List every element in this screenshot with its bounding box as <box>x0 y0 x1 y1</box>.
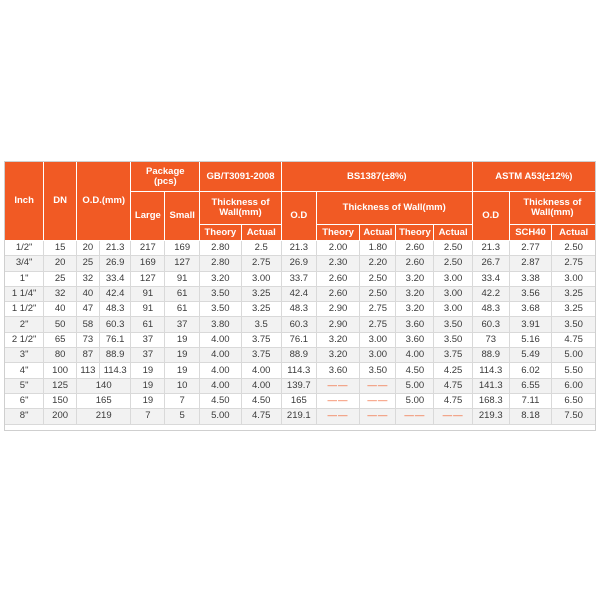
col-header-bs-actual-1: Actual <box>360 225 396 241</box>
cell-inch: 3" <box>5 348 44 363</box>
cell-bs-theory-2: 2.60 <box>396 241 434 256</box>
cell-bs-actual-2: —— <box>434 409 472 424</box>
cell-inch: 6" <box>5 393 44 408</box>
cell-bs-actual-2: 4.25 <box>434 363 472 378</box>
cell-od-1: 47 <box>76 302 99 317</box>
col-header-gb-theory: Theory <box>200 225 241 241</box>
cell-gb-theory: 2.80 <box>200 256 241 271</box>
cell-astm-actual: 4.75 <box>552 332 596 347</box>
col-header-astm-actual: Actual <box>552 225 596 241</box>
cell-bs-actual-2: 2.50 <box>434 241 472 256</box>
cell-dn: 15 <box>44 241 77 256</box>
cell-bs-od: 33.7 <box>281 271 316 286</box>
cell-bs-actual-1: 2.50 <box>360 286 396 301</box>
cell-astm-sch40: 3.38 <box>509 271 552 286</box>
cell-bs-theory-2: 5.00 <box>396 378 434 393</box>
cell-large: 127 <box>131 271 165 286</box>
cell-bs-od: 219.1 <box>281 409 316 424</box>
table-row <box>5 241 596 256</box>
cell-inch: 1 1/4" <box>5 286 44 301</box>
cell-astm-actual: 3.00 <box>552 271 596 286</box>
cell-bs-od: 165 <box>281 393 316 408</box>
cell-small: 37 <box>165 317 200 332</box>
cell-large: 169 <box>131 256 165 271</box>
cell-astm-sch40: 7.11 <box>509 393 552 408</box>
cell-bs-theory-1: 2.90 <box>316 317 360 332</box>
cell-bs-actual-2: 3.75 <box>434 348 472 363</box>
cell-bs-theory-2: 5.00 <box>396 393 434 408</box>
cell-gb-actual: 2.75 <box>241 256 281 271</box>
cell-bs-actual-2: 3.00 <box>434 286 472 301</box>
cell-od: 165 <box>76 393 131 408</box>
cell-gb-actual: 3.25 <box>241 302 281 317</box>
cell-astm-actual: 2.75 <box>552 256 596 271</box>
cell-gb-theory: 3.20 <box>200 271 241 286</box>
cell-astm-sch40: 8.18 <box>509 409 552 424</box>
cell-small: 10 <box>165 378 200 393</box>
cell-inch: 1" <box>5 271 44 286</box>
cell-bs-theory-2: 2.60 <box>396 256 434 271</box>
col-header-bs-theory-1: Theory <box>316 225 360 241</box>
cell-dn: 65 <box>44 332 77 347</box>
cell-astm-actual: 3.50 <box>552 317 596 332</box>
cell-dn: 20 <box>44 256 77 271</box>
cell-bs-actual-2: 3.50 <box>434 317 472 332</box>
cell-astm-od: 88.9 <box>472 348 509 363</box>
cell-bs-actual-1: —— <box>360 378 396 393</box>
cell-astm-actual: 7.50 <box>552 409 596 424</box>
cell-dn: 125 <box>44 378 77 393</box>
table-row <box>5 271 596 286</box>
cell-inch: 3/4" <box>5 256 44 271</box>
cell-gb-theory: 3.50 <box>200 302 241 317</box>
cell-od-1: 32 <box>76 271 99 286</box>
cell-inch: 2" <box>5 317 44 332</box>
cell-bs-od: 21.3 <box>281 241 316 256</box>
cell-bs-actual-1: 3.50 <box>360 363 396 378</box>
cell-astm-actual: 6.50 <box>552 393 596 408</box>
cell-bs-actual-2: 4.75 <box>434 378 472 393</box>
cell-inch: 2 1/2" <box>5 332 44 347</box>
cell-bs-theory-2: 3.20 <box>396 271 434 286</box>
pipe-spec-table <box>4 161 596 425</box>
cell-bs-od: 26.9 <box>281 256 316 271</box>
cell-astm-actual: 3.25 <box>552 302 596 317</box>
table-row <box>5 378 596 393</box>
cell-large: 91 <box>131 286 165 301</box>
cell-bs-od: 139.7 <box>281 378 316 393</box>
cell-large: 61 <box>131 317 165 332</box>
table-row <box>5 363 596 378</box>
cell-astm-sch40: 6.02 <box>509 363 552 378</box>
cell-bs-od: 114.3 <box>281 363 316 378</box>
cell-astm-od: 114.3 <box>472 363 509 378</box>
col-header-bs-actual-2: Actual <box>434 225 472 241</box>
cell-od: 140 <box>76 378 131 393</box>
cell-small: 7 <box>165 393 200 408</box>
cell-bs-theory-2: 4.50 <box>396 363 434 378</box>
cell-gb-actual: 3.75 <box>241 348 281 363</box>
cell-bs-actual-2: 2.50 <box>434 256 472 271</box>
cell-bs-theory-2: 3.60 <box>396 317 434 332</box>
col-header-large: Large <box>131 192 165 241</box>
cell-gb-actual: 4.00 <box>241 363 281 378</box>
cell-dn: 100 <box>44 363 77 378</box>
cell-gb-actual: 2.5 <box>241 241 281 256</box>
cell-astm-sch40: 2.87 <box>509 256 552 271</box>
cell-astm-od: 73 <box>472 332 509 347</box>
cell-bs-actual-2: 3.00 <box>434 271 472 286</box>
cell-od-2: 33.4 <box>99 271 131 286</box>
cell-inch: 4" <box>5 363 44 378</box>
cell-large: 217 <box>131 241 165 256</box>
cell-gb-theory: 4.00 <box>200 378 241 393</box>
cell-gb-theory: 3.80 <box>200 317 241 332</box>
cell-od-1: 25 <box>76 256 99 271</box>
cell-od-2: 48.3 <box>99 302 131 317</box>
cell-astm-sch40: 5.49 <box>509 348 552 363</box>
cell-astm-sch40: 3.68 <box>509 302 552 317</box>
table-row <box>5 409 596 424</box>
cell-bs-theory-2: —— <box>396 409 434 424</box>
cell-bs-theory-1: 3.60 <box>316 363 360 378</box>
table-row <box>5 256 596 271</box>
cell-od-1: 113 <box>76 363 99 378</box>
cell-od-1: 58 <box>76 317 99 332</box>
cell-bs-od: 76.1 <box>281 332 316 347</box>
cell-gb-theory: 4.00 <box>200 332 241 347</box>
cell-large: 19 <box>131 393 165 408</box>
cell-gb-actual: 4.50 <box>241 393 281 408</box>
cell-bs-actual-1: 2.20 <box>360 256 396 271</box>
col-header-gb-standard: GB/T3091-2008 <box>200 162 282 192</box>
table-row <box>5 302 596 317</box>
cell-bs-od: 88.9 <box>281 348 316 363</box>
cell-astm-od: 168.3 <box>472 393 509 408</box>
cell-small: 19 <box>165 363 200 378</box>
cell-astm-actual: 6.00 <box>552 378 596 393</box>
cell-astm-od: 48.3 <box>472 302 509 317</box>
cell-small: 5 <box>165 409 200 424</box>
cell-astm-od: 219.3 <box>472 409 509 424</box>
cell-bs-theory-1: —— <box>316 393 360 408</box>
table-row <box>5 348 596 363</box>
cell-inch: 1 1/2" <box>5 302 44 317</box>
cell-bs-actual-2: 3.00 <box>434 302 472 317</box>
cell-astm-od: 33.4 <box>472 271 509 286</box>
cell-gb-theory: 4.00 <box>200 363 241 378</box>
cell-bs-actual-2: 4.75 <box>434 393 472 408</box>
col-header-astm-standard: ASTM A53(±12%) <box>472 162 595 192</box>
cell-astm-sch40: 6.55 <box>509 378 552 393</box>
cell-bs-theory-2: 4.00 <box>396 348 434 363</box>
cell-astm-od: 26.7 <box>472 256 509 271</box>
cell-bs-actual-1: 2.75 <box>360 317 396 332</box>
cell-bs-actual-2: 3.50 <box>434 332 472 347</box>
cell-inch: 5" <box>5 378 44 393</box>
col-header-package: Package (pcs) <box>131 162 200 192</box>
cell-small: 91 <box>165 271 200 286</box>
cell-bs-theory-1: 2.60 <box>316 271 360 286</box>
cell-bs-od: 60.3 <box>281 317 316 332</box>
cell-gb-theory: 4.50 <box>200 393 241 408</box>
cell-dn: 150 <box>44 393 77 408</box>
cell-small: 127 <box>165 256 200 271</box>
cell-od-2: 60.3 <box>99 317 131 332</box>
cell-inch: 8" <box>5 409 44 424</box>
cell-small: 19 <box>165 348 200 363</box>
cell-gb-actual: 3.25 <box>241 286 281 301</box>
cell-od-1: 87 <box>76 348 99 363</box>
col-header-bs-thickness: Thickness of Wall(mm) <box>316 192 472 225</box>
cell-bs-actual-1: 2.50 <box>360 271 396 286</box>
cell-large: 37 <box>131 348 165 363</box>
table-row <box>5 317 596 332</box>
cell-bs-theory-1: 2.90 <box>316 302 360 317</box>
cell-bs-theory-1: 2.60 <box>316 286 360 301</box>
cell-dn: 50 <box>44 317 77 332</box>
cell-gb-actual: 3.00 <box>241 271 281 286</box>
cell-gb-theory: 2.80 <box>200 241 241 256</box>
cell-astm-actual: 2.50 <box>552 241 596 256</box>
cell-large: 19 <box>131 363 165 378</box>
cell-large: 7 <box>131 409 165 424</box>
col-header-bs-theory-2: Theory <box>396 225 434 241</box>
cell-large: 37 <box>131 332 165 347</box>
col-header-dn: DN <box>44 162 77 241</box>
cell-gb-actual: 4.00 <box>241 378 281 393</box>
cell-bs-theory-2: 3.20 <box>396 286 434 301</box>
cell-bs-theory-1: —— <box>316 378 360 393</box>
cell-astm-od: 21.3 <box>472 241 509 256</box>
col-header-small: Small <box>165 192 200 241</box>
cell-bs-theory-1: 2.30 <box>316 256 360 271</box>
cell-gb-theory: 3.50 <box>200 286 241 301</box>
cell-small: 19 <box>165 332 200 347</box>
cell-bs-theory-2: 3.60 <box>396 332 434 347</box>
cell-bs-theory-1: 3.20 <box>316 332 360 347</box>
cell-gb-theory: 5.00 <box>200 409 241 424</box>
col-header-astm-sch40: SCH40 <box>509 225 552 241</box>
col-header-gb-thickness: Thickness of Wall(mm) <box>200 192 282 225</box>
cell-astm-actual: 5.50 <box>552 363 596 378</box>
col-header-astm-thickness: Thickness of Wall(mm) <box>509 192 595 225</box>
cell-od-1: 73 <box>76 332 99 347</box>
cell-bs-actual-1: —— <box>360 393 396 408</box>
col-header-bs-od: O.D <box>281 192 316 241</box>
cell-dn: 80 <box>44 348 77 363</box>
cell-small: 61 <box>165 286 200 301</box>
cell-dn: 32 <box>44 286 77 301</box>
cell-od-2: 88.9 <box>99 348 131 363</box>
cell-od: 219 <box>76 409 131 424</box>
cell-large: 19 <box>131 378 165 393</box>
cell-astm-actual: 5.00 <box>552 348 596 363</box>
cell-gb-theory: 4.00 <box>200 348 241 363</box>
cell-bs-actual-1: —— <box>360 409 396 424</box>
cell-small: 169 <box>165 241 200 256</box>
cell-bs-actual-1: 3.00 <box>360 332 396 347</box>
cell-gb-actual: 4.75 <box>241 409 281 424</box>
cell-od-2: 114.3 <box>99 363 131 378</box>
cell-inch: 1/2" <box>5 241 44 256</box>
cell-small: 61 <box>165 302 200 317</box>
cell-dn: 40 <box>44 302 77 317</box>
cell-astm-od: 141.3 <box>472 378 509 393</box>
table-row <box>5 286 596 301</box>
cell-od-1: 20 <box>76 241 99 256</box>
cell-bs-theory-1: —— <box>316 409 360 424</box>
cell-astm-od: 42.2 <box>472 286 509 301</box>
col-header-astm-od: O.D <box>472 192 509 241</box>
cell-bs-od: 48.3 <box>281 302 316 317</box>
cell-bs-actual-1: 1.80 <box>360 241 396 256</box>
cell-gb-actual: 3.5 <box>241 317 281 332</box>
cell-astm-sch40: 2.77 <box>509 241 552 256</box>
table-row <box>5 332 596 347</box>
col-header-gb-actual: Actual <box>241 225 281 241</box>
col-header-inch: Inch <box>5 162 44 241</box>
cell-bs-theory-1: 2.00 <box>316 241 360 256</box>
cell-bs-actual-1: 3.00 <box>360 348 396 363</box>
cell-od-2: 26.9 <box>99 256 131 271</box>
col-header-bs-standard: BS1387(±8%) <box>281 162 472 192</box>
cell-astm-sch40: 3.56 <box>509 286 552 301</box>
cell-od-2: 76.1 <box>99 332 131 347</box>
cell-astm-od: 60.3 <box>472 317 509 332</box>
cell-od-1: 40 <box>76 286 99 301</box>
cell-astm-sch40: 5.16 <box>509 332 552 347</box>
cell-od-2: 42.4 <box>99 286 131 301</box>
cell-dn: 200 <box>44 409 77 424</box>
cell-bs-theory-2: 3.20 <box>396 302 434 317</box>
table-row <box>5 393 596 408</box>
cell-gb-actual: 3.75 <box>241 332 281 347</box>
cell-bs-theory-1: 3.20 <box>316 348 360 363</box>
cell-bs-actual-1: 2.75 <box>360 302 396 317</box>
cell-bs-od: 42.4 <box>281 286 316 301</box>
cell-dn: 25 <box>44 271 77 286</box>
cell-large: 91 <box>131 302 165 317</box>
cell-astm-actual: 3.25 <box>552 286 596 301</box>
cell-astm-sch40: 3.91 <box>509 317 552 332</box>
cell-od-2: 21.3 <box>99 241 131 256</box>
col-header-od: O.D.(mm) <box>76 162 131 241</box>
